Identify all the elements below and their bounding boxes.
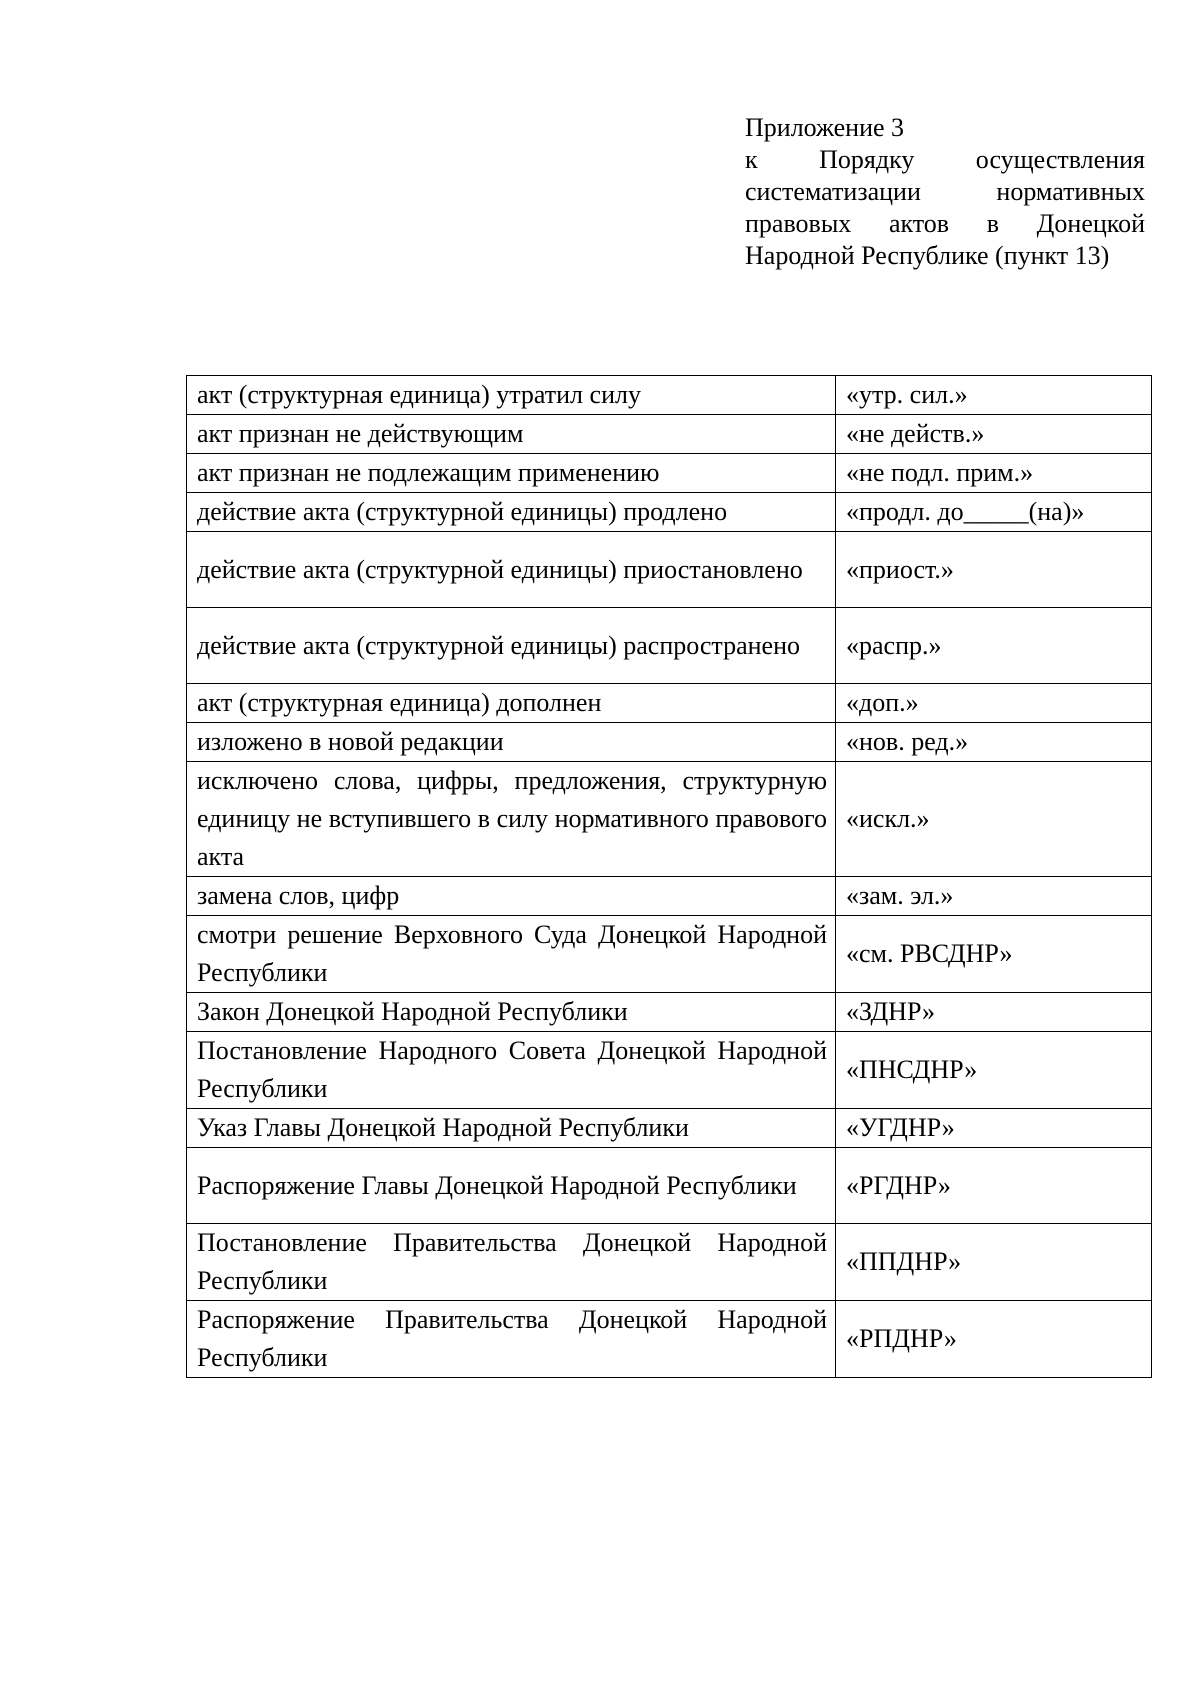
table-row	[187, 684, 1152, 723]
table-row	[187, 993, 1152, 1032]
table-row	[187, 376, 1152, 415]
term-cell: Закон Донецкой Народной Республики	[187, 993, 836, 1032]
table-row	[187, 454, 1152, 493]
abbreviation-cell: «ППДНР»	[836, 1224, 1152, 1301]
table-row	[187, 1301, 1152, 1378]
term-cell: акт признан не действующим	[187, 415, 836, 454]
abbreviation-cell: «утр. сил.»	[836, 376, 1152, 415]
term-cell: замена слов, цифр	[187, 877, 836, 916]
table-row	[187, 1109, 1152, 1148]
abbreviation-cell: «УГДНР»	[836, 1109, 1152, 1148]
abbreviation-cell: «ПНСДНР»	[836, 1032, 1152, 1109]
table-row	[187, 493, 1152, 532]
table-row	[187, 916, 1152, 993]
abbreviation-cell: «приост.»	[836, 532, 1152, 608]
abbreviation-cell: «см. РВСДНР»	[836, 916, 1152, 993]
table-row	[187, 532, 1152, 608]
term-cell: Постановление Правительства Донецкой Народной Республики	[187, 1224, 836, 1301]
abbreviation-cell: «не подл. прим.»	[836, 454, 1152, 493]
abbreviation-cell: «не действ.»	[836, 415, 1152, 454]
term-cell: акт (структурная единица) дополнен	[187, 684, 836, 723]
table-row	[187, 1224, 1152, 1301]
abbreviation-cell: «распр.»	[836, 608, 1152, 684]
term-cell: акт (структурная единица) утратил силу	[187, 376, 836, 415]
term-cell: Постановление Народного Совета Донецкой Народной Республики	[187, 1032, 836, 1109]
table-row	[187, 415, 1152, 454]
table-row	[187, 877, 1152, 916]
term-cell: Распоряжение Правительства Донецкой Народной Республики	[187, 1301, 836, 1378]
term-cell: исключено слова, цифры, предложения, структурную единицу не вступившего в силу нормативного правового акта	[187, 762, 836, 877]
table-row	[187, 608, 1152, 684]
term-cell: действие акта (структурной единицы) продлено	[187, 493, 836, 532]
abbreviation-cell: «зам. эл.»	[836, 877, 1152, 916]
abbreviation-cell: «РПДНР»	[836, 1301, 1152, 1378]
abbreviation-cell: «РГДНР»	[836, 1148, 1152, 1224]
abbreviation-cell: «искл.»	[836, 762, 1152, 877]
term-cell: действие акта (структурной единицы) приостановлено	[187, 532, 836, 608]
term-cell: действие акта (структурной единицы) распространено	[187, 608, 836, 684]
term-cell: изложено в новой редакции	[187, 723, 836, 762]
appendix-header	[745, 112, 1145, 272]
abbreviation-cell: «нов. ред.»	[836, 723, 1152, 762]
term-cell: Распоряжение Главы Донецкой Народной Республики	[187, 1148, 836, 1224]
term-cell: смотри решение Верховного Суда Донецкой Народной Республики	[187, 916, 836, 993]
abbreviation-cell: «доп.»	[836, 684, 1152, 723]
appendix-title: Приложение 3	[745, 113, 905, 142]
abbreviation-cell: «ЗДНР»	[836, 993, 1152, 1032]
table-row	[187, 762, 1152, 877]
appendix-reference: к Порядку осуществления систематизации нормативных правовых актов в Донецкой Народной Республике (пункт 13)	[745, 145, 1145, 270]
abbreviations-table	[186, 375, 1152, 1378]
abbreviation-cell: «продл. до_____(на)»	[836, 493, 1152, 532]
table-row	[187, 1148, 1152, 1224]
term-cell: Указ Главы Донецкой Народной Республики	[187, 1109, 836, 1148]
term-cell: акт признан не подлежащим применению	[187, 454, 836, 493]
table-row	[187, 723, 1152, 762]
table-row	[187, 1032, 1152, 1109]
